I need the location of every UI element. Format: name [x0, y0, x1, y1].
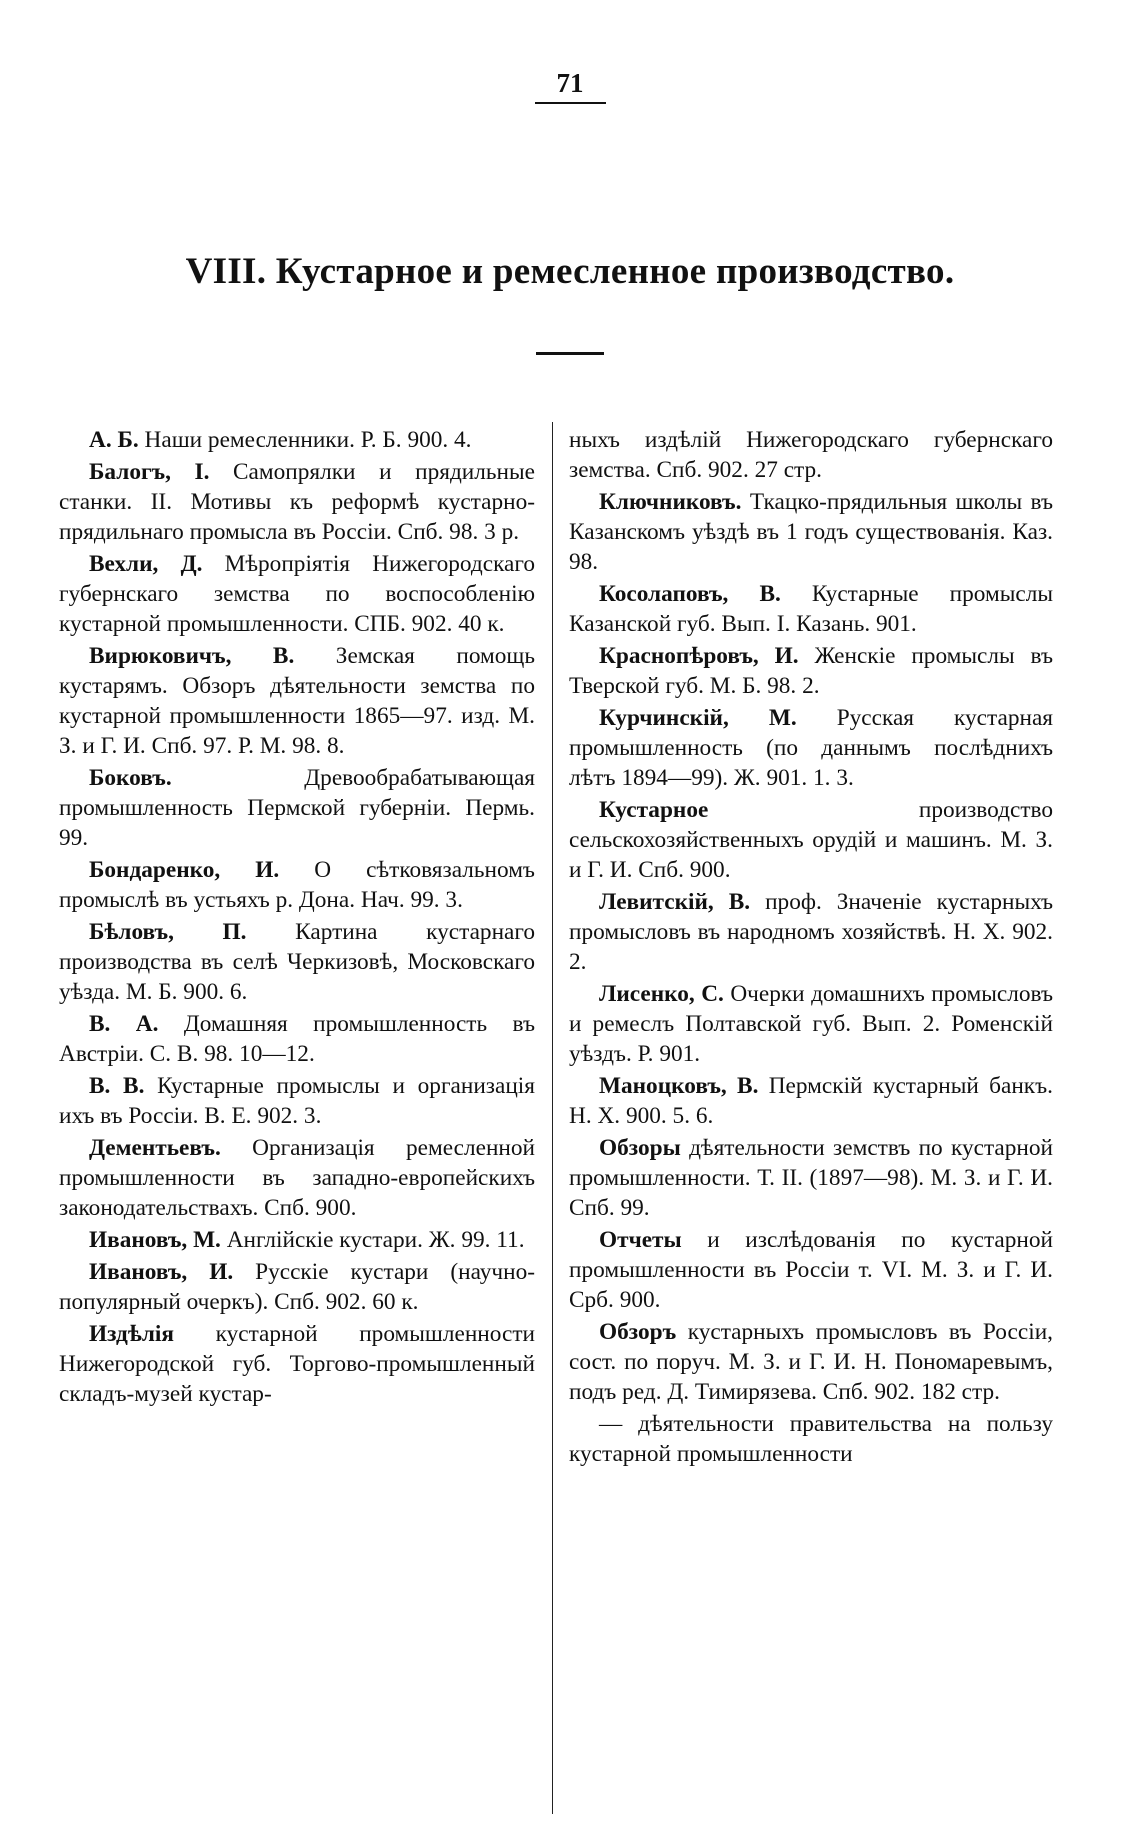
bibliography-entry: [59, 1225, 535, 1255]
entry-text: кустарной промышленности Нижегородской губ. Торгово-промышленный складъ-музей кустар-: [59, 1321, 535, 1407]
left-column: [59, 425, 535, 1411]
entry-text: Земская помощь кустарямъ. Обзоръ дѣятельности земства по кустарной промышленности 1865—97. изд. М. З. и Г. И. Спб. 97. Р. М. 98. 8.: [59, 643, 535, 759]
entry-text: Русскіе кустари (научно-популярный очеркъ). Спб. 902. 60 к.: [59, 1259, 535, 1315]
bibliography-entry: [59, 763, 535, 853]
bibliography-entry: [569, 487, 1053, 577]
bibliography-entry: [569, 795, 1053, 885]
entry-author: Вирюковичъ, В.: [89, 643, 295, 669]
bibliography-entry: [569, 641, 1053, 701]
entry-text: Женскіе промыслы въ Тверской губ. М. Б. 98. 2.: [569, 643, 1054, 699]
entry-text: Мѣропріятія Нижегородскаго губернскаго земства по воспособленію кустарной промышленности. СПБ. 902. 40 к.: [59, 551, 536, 637]
entry-text: Самопрялки и прядильные станки. II. Мотивы къ реформѣ кустарно-прядильнаго промысла въ Россіи. Спб. 98. 3 р.: [59, 459, 535, 545]
bibliography-entry: [59, 641, 535, 761]
bibliography-entry: [59, 917, 535, 1007]
entry-author: Бѣловъ, П.: [89, 919, 247, 945]
entry-text: Англійскіе кустари. Ж. 99. 11.: [226, 1227, 525, 1253]
entry-text: ныхъ издѣлій Нижегородскаго губернскаго земства. Спб. 902. 27 стр.: [569, 427, 1053, 483]
bibliography-entry: [59, 1009, 535, 1069]
bibliography-entry: [569, 1071, 1053, 1131]
bibliography-entry: [569, 1317, 1053, 1407]
entry-author: Лисенко, С.: [599, 981, 724, 1007]
bibliography-entry: [569, 579, 1053, 639]
entry-text: Ткацко-прядильныя школы въ Казанскомъ уѣздѣ въ 1 годъ существованія. Каз. 98.: [569, 489, 1053, 575]
entry-text: кустарныхъ промысловъ въ Россіи, сост. по поруч. М. З. и Г. И. Н. Пономаревымъ, подъ ред. Д. Тимирязева. Спб. 902. 182 стр.: [569, 1319, 1053, 1405]
bibliography-entry: [59, 1133, 535, 1223]
entry-text: — дѣятельности правительства на пользу кустарной промышленности: [569, 1411, 1053, 1467]
bibliography-entry: [59, 855, 535, 915]
page-number: 71: [0, 68, 1140, 99]
bibliography-entry-continuation: [569, 425, 1053, 485]
entry-author: Дементьевъ.: [89, 1135, 221, 1161]
bibliography-entry: [59, 1319, 535, 1409]
entry-author: Боковъ.: [89, 765, 172, 791]
bibliography-entry: [569, 703, 1053, 793]
entry-text: Картина кустарнаго производства въ селѣ Черкизовѣ, Московскаго уѣзда. М. Б. 900. 6.: [59, 919, 536, 1005]
bibliography-entry: [59, 1071, 535, 1131]
entry-text: Древообрабатывающая промышленность Пермской губерніи. Пермь. 99.: [59, 765, 535, 851]
entry-text: дѣятельности земствъ по кустарной промышленности. Т. II. (1897—98). М. З. и Г. И. Спб. 99.: [569, 1135, 1053, 1221]
entry-author: Кустарное: [599, 797, 709, 823]
entry-author: В. В.: [89, 1073, 145, 1099]
entry-text: Пермскій кустарный банкъ. Н. Х. 900. 5. 6.: [569, 1073, 1053, 1129]
entry-author: А. Б.: [89, 427, 139, 453]
bibliography-entry: [569, 979, 1053, 1069]
entry-author: Курчинскій, М.: [599, 705, 797, 731]
title-rule: [536, 352, 604, 355]
entry-text: Очерки домашнихъ промысловъ и ремеслъ Полтавской губ. Вып. 2. Роменскій уѣздъ. Р. 901.: [569, 981, 1053, 1067]
entry-author: Ключниковъ.: [599, 489, 742, 515]
entry-text: Кустарные промыслы Казанской губ. Вып. I. Казань. 901.: [569, 581, 1053, 637]
entry-author: Ивановъ, И.: [89, 1259, 234, 1285]
entry-text: Русская кустарная промышленность (по даннымъ послѣднихъ лѣтъ 1894—99). Ж. 901. 1. 3.: [569, 705, 1053, 791]
entry-author: Отчеты: [599, 1227, 682, 1253]
entry-author: Маноцковъ, В.: [599, 1073, 759, 1099]
bibliography-entry: [59, 549, 535, 639]
entry-author: Бондаренко, И.: [89, 857, 280, 883]
entry-text: Наши ремесленники. Р. Б. 900. 4.: [144, 427, 472, 453]
entry-author: Вехли, Д.: [89, 551, 203, 577]
chapter-title: VIII. Кустарное и ремесленное производство.: [185, 251, 955, 292]
entry-text: проф. Значеніе кустарныхъ промысловъ въ народномъ хозяйствѣ. Н. Х. 902. 2.: [569, 889, 1053, 975]
right-column: [569, 425, 1053, 1471]
bibliography-entry: [59, 457, 535, 547]
entry-text: О сѣтковязальномъ промыслѣ въ устьяхъ р. Дона. Нач. 99. 3.: [59, 857, 535, 913]
bibliography-entry: [59, 1257, 535, 1317]
entry-author: Обзоры: [599, 1135, 681, 1161]
bibliography-entry: [59, 425, 535, 455]
entry-text: Кустарные промыслы и организація ихъ въ Россіи. В. Е. 902. 3.: [59, 1073, 535, 1129]
entry-text: Организація ремесленной промышленности въ западно-европейскихъ законодательствахъ. Спб. 900.: [59, 1135, 535, 1221]
entry-author: Балогъ, І.: [89, 459, 210, 485]
entry-author: Обзоръ: [599, 1319, 677, 1345]
entry-text: Домашняя промышленность въ Австріи. С. В. 98. 10—12.: [59, 1011, 536, 1067]
entry-author: В. А.: [89, 1011, 159, 1037]
column-divider: [552, 422, 553, 1814]
entry-author: Косолаповъ, В.: [599, 581, 781, 607]
bibliography-entry: [569, 1409, 1053, 1469]
bibliography-entry: [569, 1133, 1053, 1223]
bibliography-entry: [569, 887, 1053, 977]
entry-author: Издѣлія: [89, 1321, 174, 1347]
entry-text: производство сельскохозяйственныхъ орудій и машинъ. М. З. и Г. И. Спб. 900.: [569, 797, 1053, 883]
entry-text: и изслѣдованія по кустарной промышленности въ Россіи т. VI. М. З. и Г. И. Срб. 900.: [569, 1227, 1053, 1313]
entry-author: Левитскій, В.: [599, 889, 751, 915]
bibliography-entry: [569, 1225, 1053, 1315]
entry-author: Ивановъ, М.: [89, 1227, 221, 1253]
entry-author: Краснопѣровъ, И.: [599, 643, 799, 669]
